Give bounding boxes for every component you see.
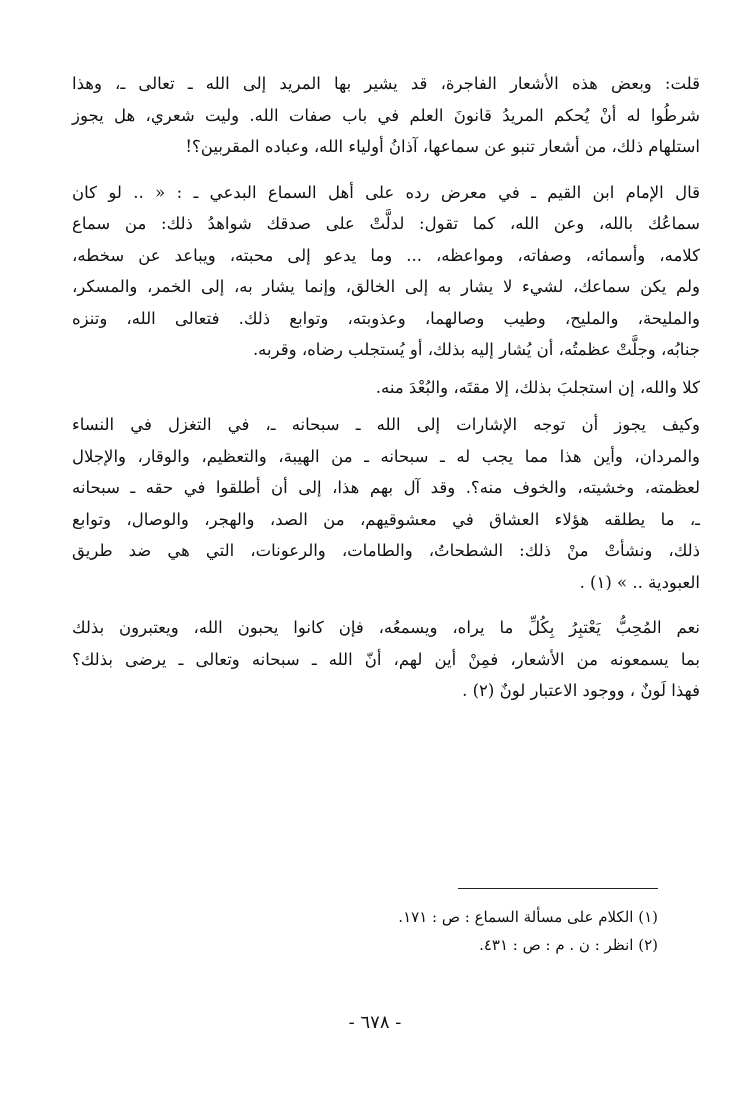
text-line: فهذا لَونٌ ، ووجود الاعتبار لونٌ (٢) .: [462, 681, 700, 700]
paragraph-4: [72, 409, 700, 598]
text-line: قال الإمام ابن القيم ـ في معرض رده على أهل السماع البدعي ـ : « .. لو كان: [72, 182, 700, 202]
footnote-divider: [458, 888, 658, 889]
text-line: وكيف يجوز أن توجه الإشارات إلى الله ـ سبحانه ـ، في التغزل في النساء: [72, 415, 700, 434]
footnote-1: (١) الكلام على مسألة السماع : ص : ١٧١.: [398, 908, 658, 926]
paragraph-1: [72, 68, 700, 163]
text-line: استلهام ذلك، من أشعار تنبو عن سماعها، آذانُ أولياء الله، وعباده المقربين؟!: [185, 137, 700, 156]
main-text: [72, 68, 700, 707]
paragraph-5: [72, 612, 700, 707]
text-line: ذلك، ونشأتْ منْ ذلك: الشطحاتُ، والطامات، والرعونات، التي هي ضد طريق: [72, 541, 700, 560]
text-line: لعظمته، وخشيته، والخوف منه؟. وقد آل بهم هذا، إلى أن أطلقوا في حقه ـ سبحانه: [72, 478, 700, 497]
text-line: كلامه، وأسمائه، وصفاته، ومواعظه، ... وما يدعو إلى محبته، ويباعد عن سخطه،: [72, 245, 700, 265]
footnote-2: (٢) انظر : ن . م : ص : ٤٣١.: [479, 936, 658, 954]
page-number: - ٦٧٨ -: [348, 1012, 402, 1033]
paragraph-3: [72, 372, 700, 404]
text-line: ـ، ما يطلقه هؤلاء العشاق في معشوقيهم، من الصد، والهجر، والوصال، وتوابع: [72, 509, 700, 529]
text-line: سماعُك بالله، وعن الله، كما تقول: لدلَّتْ على صدقك شواهدُ ذلك: من سماع: [72, 214, 700, 233]
text-line: ولم يكن سماعك، لشيء لا يشار به إلى الخالق، وإنما يشار به، إلى الخمر، والمسكر،: [72, 277, 700, 296]
text-line: والمردان، وأين هذا مما يجب له ـ سبحانه ـ من الهيبة، والتعظيم، والوقار، والإجلال: [72, 446, 700, 466]
text-line: جنابُه، وجلَّتْ عظمتُه، أن يُشار إليه بذلك، أو يُستجلب رضاه، وقربه.: [252, 340, 700, 359]
text-line: العبودية .. » (١) .: [579, 572, 700, 592]
text-line: كلا والله، إن استجلبَ بذلك، إلا مقتَه، والبُعْدَ منه.: [375, 377, 700, 397]
paragraph-2: [72, 177, 700, 366]
text-line: بما يسمعونه من الأشعار، فمِنْ أين لهم، أنّ الله ـ سبحانه وتعالى ـ يرضى بذلك؟: [72, 649, 700, 669]
text-line: شرطُوا له أنْ يُحكم المريدُ قانونَ العلم في باب صفات الله. وليت شعري، هل يجوز: [72, 105, 700, 125]
text-line: والمليحة، والمليح، وطيب وصالهما، وعذوبته، وتوابع ذلك. فتعالى الله، وتنزه: [72, 308, 700, 328]
footnotes: [138, 903, 658, 959]
text-line: قلت: وبعض هذه الأشعار الفاجرة، قد يشير بها المريد إلى الله ـ تعالى ـ، وهذا: [72, 74, 700, 93]
text-line: نعم المُحِبُّ يَعْتبِرُ بِكُلِّ ما يراه، ويسمعُه، فإن كانوا يحبون الله، ويعتبرون بذلك: [72, 618, 700, 637]
